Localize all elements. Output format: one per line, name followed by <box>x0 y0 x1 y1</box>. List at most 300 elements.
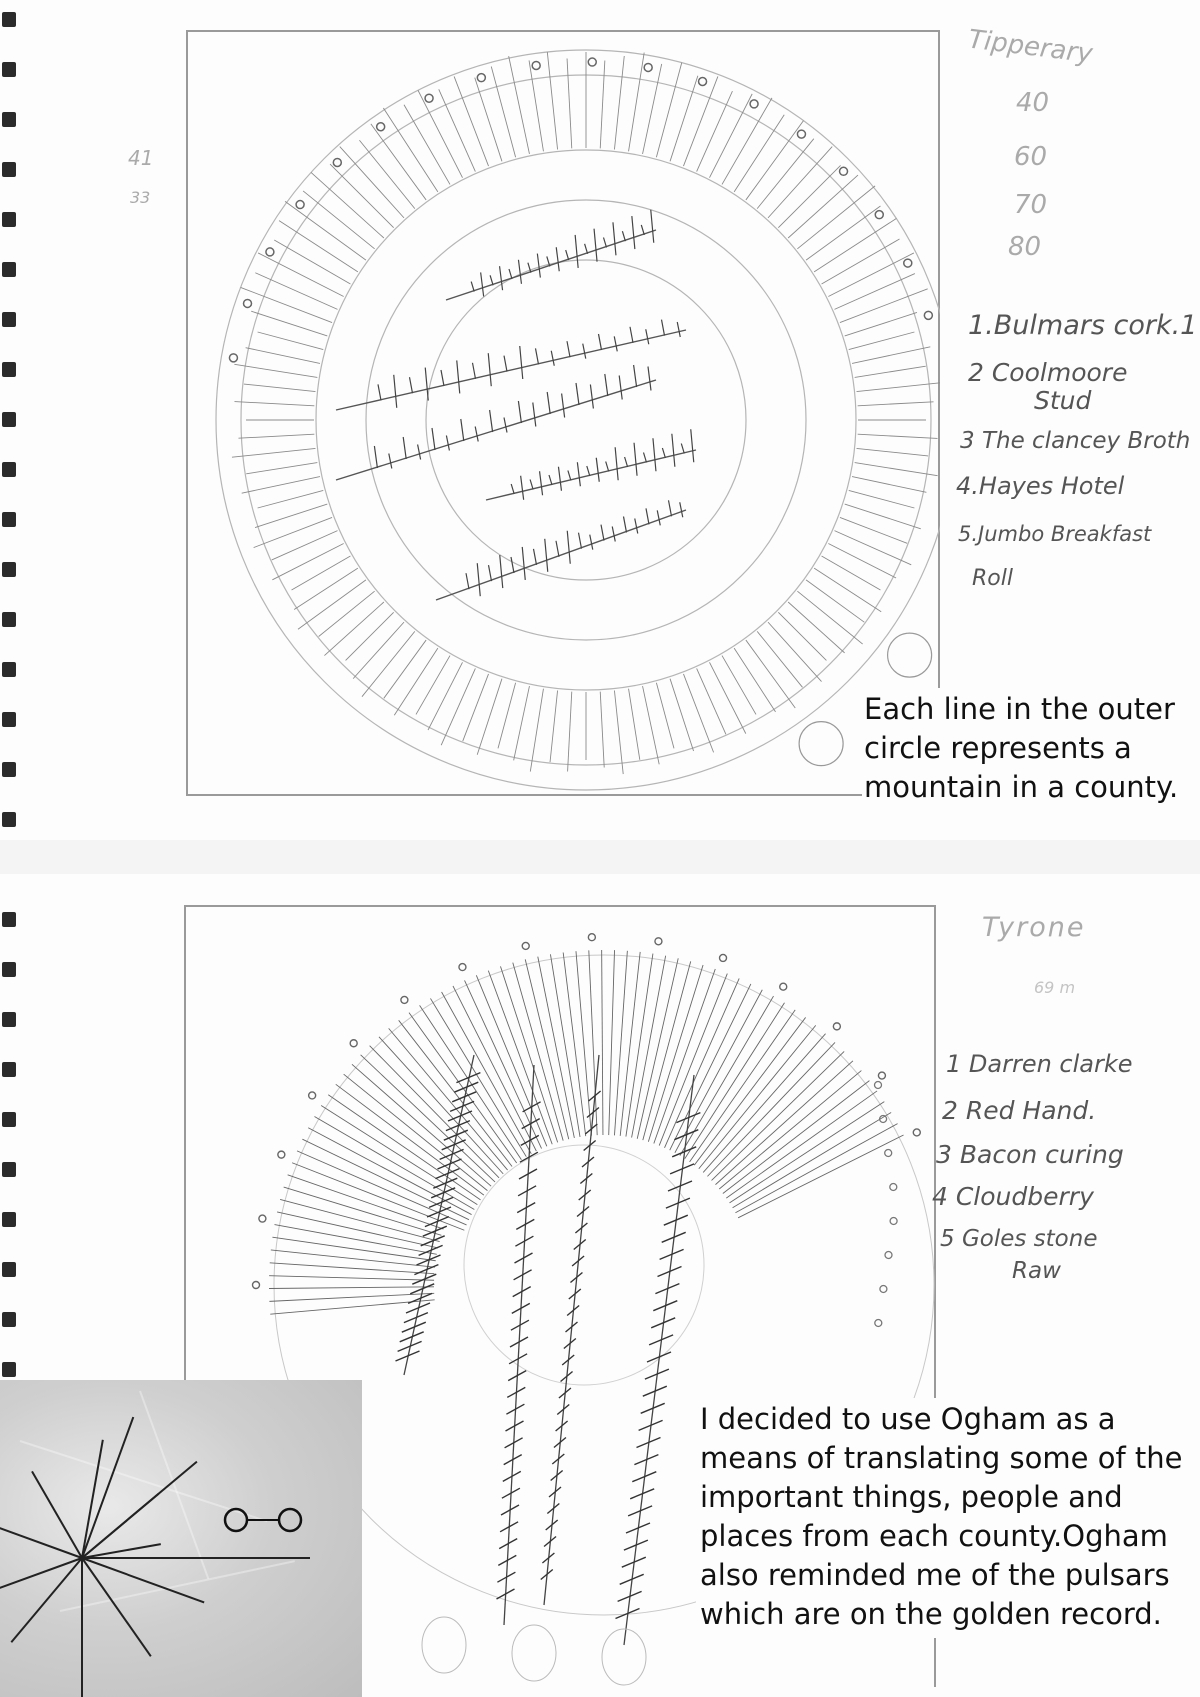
arc-stroke <box>269 1293 434 1301</box>
ogham-notch <box>374 446 377 468</box>
ogham-notch <box>547 392 550 414</box>
ogham-notch <box>651 210 654 243</box>
ogham-notch <box>521 476 524 500</box>
ogham-notch <box>520 346 523 379</box>
arc-dot <box>720 954 727 961</box>
mountain-stroke <box>852 477 926 493</box>
binding-hole <box>2 62 16 77</box>
binding-hole <box>2 1362 16 1377</box>
mountain-stroke <box>757 631 802 687</box>
ogham-notch <box>540 471 543 495</box>
ogham-notch <box>583 344 586 359</box>
mountain-stroke <box>241 287 332 322</box>
mountain-stroke <box>418 90 462 177</box>
bottom-caption <box>696 1398 1188 1638</box>
ogham-notch <box>410 377 413 393</box>
binding-hole <box>2 562 16 577</box>
peak-dot <box>377 123 385 131</box>
mountain-stroke <box>346 612 394 660</box>
mountain-stroke <box>255 273 337 310</box>
mountain-stroke <box>294 568 358 609</box>
ogham-notch <box>590 535 593 550</box>
ogham-notch <box>446 436 449 451</box>
binding-hole <box>2 1062 16 1077</box>
mountain-stroke <box>547 52 557 149</box>
arc-stroke <box>602 950 603 1135</box>
ogham-notch <box>522 547 525 580</box>
mountain-stroke <box>643 64 662 154</box>
arc-stroke <box>614 951 627 1136</box>
peak-dot <box>904 259 912 267</box>
ogham-notch <box>575 235 578 268</box>
ogham-notch <box>568 471 571 481</box>
pulsar-line <box>82 1440 103 1558</box>
ogham-stem <box>336 330 686 410</box>
binding-hole <box>2 462 16 477</box>
mountain-stroke <box>258 490 324 508</box>
top-caption-line-2: circle represents a <box>864 731 1132 765</box>
binding-hole <box>2 762 16 777</box>
ogham-notch <box>635 518 638 533</box>
ogham-notch <box>587 466 590 476</box>
mountain-stroke <box>834 531 911 565</box>
mountain-stroke <box>232 448 316 457</box>
mountain-stroke <box>656 63 681 158</box>
county-name-tyrone: Tyrone <box>982 912 1086 943</box>
ogham-notch <box>576 383 579 405</box>
ogham-notch <box>500 555 503 588</box>
ogham-stem <box>486 450 696 500</box>
arc-stroke <box>733 1112 892 1207</box>
bottom-list-item-4: 4 Cloudberry <box>932 1182 1094 1211</box>
mountain-stroke <box>734 115 784 192</box>
mountain-stroke <box>814 568 881 612</box>
ogham-notch <box>551 351 554 366</box>
arc-stroke <box>609 950 615 1135</box>
peak-dot <box>296 201 304 209</box>
arc-stroke <box>538 957 575 1138</box>
arc-dot <box>253 1282 260 1289</box>
ogham-notch <box>606 462 609 472</box>
binding-hole <box>2 1312 16 1327</box>
mountain-stroke <box>416 656 450 715</box>
peak-dot <box>244 299 252 307</box>
arc-dot <box>401 996 408 1003</box>
arc-stroke <box>442 992 532 1154</box>
mountain-stroke <box>272 543 343 579</box>
mountain-stroke <box>439 89 476 171</box>
hydrogen-atom-right <box>279 1509 301 1531</box>
mountain-stroke <box>441 668 475 745</box>
ogham-notch <box>577 462 580 486</box>
center-ring <box>426 260 746 580</box>
pulsar-line <box>82 1544 161 1558</box>
mountain-stroke <box>855 463 938 476</box>
ogham-notch <box>471 282 474 292</box>
mountain-stroke <box>394 648 438 715</box>
margin-note-41: 41 <box>128 146 154 170</box>
peak-dot <box>266 248 274 256</box>
ogham-notch <box>691 429 694 462</box>
peak-dot <box>840 167 848 175</box>
mountain-stroke <box>788 602 844 653</box>
mountain-stroke <box>629 53 645 152</box>
arc-stroke <box>272 1237 435 1261</box>
ogham-notch <box>681 444 684 454</box>
bottom-list-item-2: 2 Red Hand. <box>942 1096 1097 1125</box>
mountain-stroke <box>852 347 930 364</box>
arc-dot <box>833 1023 840 1030</box>
mountain-stroke <box>359 140 414 208</box>
ogham-notch <box>473 363 476 379</box>
mountain-stroke <box>272 531 338 560</box>
binding-hole <box>2 612 16 627</box>
bottom-ogham-stem <box>544 1055 599 1605</box>
number-60: 60 <box>1014 142 1048 172</box>
bottom-list-item-3: 3 Bacon curing <box>936 1140 1124 1169</box>
arc-dot <box>522 942 529 949</box>
ogham-notch <box>596 458 599 482</box>
ogham-notch <box>489 565 492 581</box>
mountain-stroke <box>697 91 733 171</box>
mountain-stroke <box>768 622 822 681</box>
arc-stroke <box>284 1187 442 1235</box>
peak-dot <box>477 74 485 82</box>
mountain-stroke <box>858 434 938 438</box>
mountain-stroke <box>238 434 314 438</box>
mountain-stroke <box>822 556 881 590</box>
mountain-stroke <box>614 691 623 775</box>
peak-dot <box>333 158 341 166</box>
ogham-notch <box>599 334 602 350</box>
top-list-item-5: 5.Jumbo Breakfast <box>958 522 1152 546</box>
ogham-notch <box>619 376 622 400</box>
number-40: 40 <box>1016 88 1050 118</box>
binding-hole <box>2 1162 16 1177</box>
county-name-tipperary: Tipperary <box>966 24 1095 70</box>
ogham-notch <box>630 327 633 343</box>
arc-dot <box>278 1151 285 1158</box>
bottom-caption-line-5: also reminded me of the pulsars <box>700 1558 1170 1592</box>
arc-dot <box>780 983 787 990</box>
arc-stroke <box>321 1105 477 1204</box>
ogham-notch <box>614 336 617 351</box>
bottom-planet <box>602 1629 646 1685</box>
pulsar-line <box>0 1510 82 1558</box>
mountain-stroke <box>746 640 795 708</box>
mountain-stroke <box>550 691 558 763</box>
ogham-notch <box>518 260 521 284</box>
mountain-stroke <box>362 631 415 696</box>
bottom-caption-line-1: I decided to use Ogham as a <box>700 1402 1116 1436</box>
mountain-stroke <box>683 674 713 752</box>
mountain-stroke <box>404 105 450 185</box>
top-caption <box>862 688 1184 807</box>
ogham-notch <box>511 557 514 573</box>
mountain-stroke <box>806 580 864 622</box>
bottom-caption-line-4: places from each county.Ogham <box>700 1519 1168 1553</box>
binding-hole <box>2 1112 16 1127</box>
mountain-stroke <box>629 689 640 760</box>
peak-dot <box>924 311 932 319</box>
mountain-stroke <box>734 648 775 712</box>
binding-hole <box>2 212 16 227</box>
ogham-notch <box>558 467 561 491</box>
ogham-notch <box>648 367 651 391</box>
ogham-notch <box>634 443 637 476</box>
peak-dot <box>532 61 540 69</box>
bottom-planet <box>512 1625 556 1681</box>
mountain-stroke <box>498 683 516 749</box>
side-dot <box>890 1218 897 1225</box>
mountain-stroke <box>324 602 383 656</box>
ogham-notch <box>632 216 635 249</box>
ogham-notch <box>594 229 597 262</box>
ogham-notch <box>545 539 548 572</box>
arc-stroke <box>302 1139 469 1220</box>
arc-stroke <box>513 963 563 1141</box>
mountain-stroke <box>797 591 862 644</box>
top-list-item-2-cont: Stud <box>1034 386 1092 415</box>
mountain-stroke <box>274 240 350 284</box>
ogham-notch <box>567 341 570 357</box>
arc-dot <box>655 938 662 945</box>
mountain-stroke <box>567 58 572 148</box>
peak-dot <box>875 211 883 219</box>
mountain-stroke <box>840 289 928 323</box>
ogham-notch <box>477 563 480 596</box>
arc-dot <box>259 1215 266 1222</box>
ogham-notch <box>481 272 484 296</box>
top-caption-line-1: Each line in the outer <box>864 692 1175 726</box>
ogham-notch <box>646 508 649 524</box>
mountain-stroke <box>834 274 914 310</box>
binding-hole <box>2 262 16 277</box>
mountain-stroke <box>428 662 463 730</box>
ogham-notch <box>566 250 569 260</box>
margin-note-33: 33 <box>130 188 151 207</box>
mountain-stroke <box>514 686 530 760</box>
peak-dot <box>750 100 758 108</box>
mountain-stroke <box>279 221 358 272</box>
side-dot <box>880 1286 887 1293</box>
ogham-notch <box>662 320 665 336</box>
ogham-notch <box>677 322 680 337</box>
side-dot <box>885 1252 892 1259</box>
mountain-stroke <box>683 76 717 166</box>
ogham-notch <box>622 231 625 241</box>
binding-hole <box>2 1012 16 1027</box>
arc-stroke <box>275 1225 437 1255</box>
mountain-stroke <box>255 504 327 527</box>
arc-stroke <box>563 952 586 1136</box>
mountain-stroke <box>656 683 674 749</box>
pulsar-map-sketch <box>0 1380 362 1697</box>
ogham-notch <box>490 410 493 432</box>
ogham-notch <box>537 254 540 278</box>
bottom-caption-line-3: important things, people and <box>700 1480 1123 1514</box>
binding-hole <box>2 512 16 527</box>
ogham-notch <box>612 527 615 542</box>
top-ogham-circle-drawing <box>186 30 940 796</box>
mountain-stroke <box>849 332 915 350</box>
binding-hole <box>2 12 16 27</box>
arc-stroke <box>665 978 740 1147</box>
bottom-caption-line-2: means of translating some of the <box>700 1441 1183 1475</box>
mountain-stroke <box>828 253 914 297</box>
binding-hole <box>2 112 16 127</box>
ogham-notch <box>461 419 464 441</box>
mountain-stroke <box>828 543 896 578</box>
pulsar-map-photo <box>0 1380 362 1697</box>
bottom-list-item-5-cont: Raw <box>1012 1258 1061 1284</box>
mountain-stroke <box>858 402 934 406</box>
side-dot <box>875 1082 882 1089</box>
bottom-list-item-5: 5 Goles stone <box>940 1226 1098 1252</box>
top-list-item-2: 2 Coolmoore <box>968 358 1128 387</box>
number-80: 80 <box>1008 232 1042 262</box>
ogham-notch <box>378 384 381 400</box>
bottom-list-item-1: 1 Darren clarke <box>946 1050 1133 1078</box>
arc-dot <box>588 934 595 941</box>
ogham-notch <box>466 573 469 589</box>
mountain-stroke <box>822 239 900 284</box>
top-caption-line-3: mountain in a county. <box>864 770 1179 804</box>
top-list-item-3: 3 The clancey Broth <box>960 428 1191 454</box>
planet-circle <box>888 633 932 677</box>
arc-stroke <box>280 1199 440 1241</box>
ogham-notch <box>605 374 608 396</box>
binding-hole <box>2 412 16 427</box>
ogham-notch <box>625 457 628 467</box>
mountain-stroke <box>246 348 320 364</box>
mountain-stroke <box>234 364 317 377</box>
mountain-stroke <box>477 679 502 755</box>
bottom-caption-line-6: which are on the golden record. <box>700 1597 1162 1631</box>
mountain-stroke <box>857 448 929 456</box>
mountain-stroke <box>298 580 366 629</box>
number-70: 70 <box>1014 190 1048 220</box>
core-ring <box>366 200 806 640</box>
mountain-stroke <box>855 366 926 377</box>
top-list-item-1: 1.Bulmars cork.1 <box>968 310 1198 341</box>
ogham-notch <box>669 500 672 516</box>
peak-dot <box>425 94 433 102</box>
mountain-stroke <box>670 679 693 751</box>
ogham-notch <box>441 370 444 386</box>
arc-stroke <box>659 974 727 1146</box>
ogham-notch <box>518 401 521 423</box>
mountain-stroke <box>845 312 917 335</box>
binding-hole <box>2 662 16 677</box>
binding-hole <box>2 312 16 327</box>
arc-stroke <box>654 969 715 1143</box>
pulsar-line <box>82 1558 151 1656</box>
peak-dot <box>699 78 707 86</box>
arc-stroke <box>488 971 552 1145</box>
ogham-notch <box>394 375 397 408</box>
ogham-notch <box>488 353 491 386</box>
bottom-planet <box>422 1617 466 1673</box>
mountain-stroke <box>292 556 351 590</box>
mountain-stroke <box>722 656 756 715</box>
mountain-stroke <box>778 612 826 660</box>
mountain-stroke <box>384 640 426 698</box>
arc-stroke <box>735 1124 897 1213</box>
ogham-notch <box>457 360 460 393</box>
ogham-notch <box>653 438 656 471</box>
ogham-notch <box>579 533 582 549</box>
arc-dot <box>459 964 466 971</box>
ogham-notch <box>641 225 644 235</box>
bottom-ogham-stem <box>504 1065 534 1625</box>
page-divider <box>0 840 1200 874</box>
binding-hole <box>2 712 16 727</box>
ogham-notch <box>509 269 512 279</box>
mountain-stroke <box>491 66 515 157</box>
ogham-notch <box>601 525 604 541</box>
ogham-notch <box>556 541 559 557</box>
ogham-notch <box>662 448 665 458</box>
mountain-stroke <box>530 689 543 772</box>
outer-ring <box>216 50 940 790</box>
arc-stroke <box>576 951 591 1135</box>
mountain-stroke <box>254 517 332 547</box>
top-list-item-5-cont: Roll <box>972 566 1013 591</box>
arc-stroke <box>269 1287 434 1289</box>
mountain-stroke <box>600 60 605 148</box>
ogham-notch <box>530 480 533 490</box>
mountain-stroke <box>244 384 316 392</box>
mountain-stroke <box>849 490 915 508</box>
mountain-stroke <box>529 60 543 151</box>
binding-hole <box>2 962 16 977</box>
ogham-notch <box>567 531 570 564</box>
mountain-stroke <box>709 662 745 733</box>
arc-dot <box>913 1129 920 1136</box>
arc-stroke <box>430 998 526 1156</box>
peak-dot <box>229 354 237 362</box>
mountain-stroke <box>600 692 604 768</box>
arc-stroke <box>643 961 691 1140</box>
arc-stroke <box>288 1175 444 1229</box>
ogham-notch <box>475 427 478 442</box>
mountain-stroke <box>246 463 317 474</box>
ogham-notch <box>389 454 392 469</box>
arc-stroke <box>269 1276 434 1281</box>
mountain-stroke <box>509 56 530 154</box>
arc-stroke <box>738 1135 903 1218</box>
binding-hole <box>2 362 16 377</box>
ogham-notch <box>403 437 406 459</box>
ogham-notch <box>646 329 649 344</box>
mountain-stroke <box>242 477 320 494</box>
ogham-notch <box>511 484 514 494</box>
binding-hole <box>2 912 16 927</box>
mountain-stroke <box>454 76 488 166</box>
side-dot <box>875 1320 882 1327</box>
mountain-stroke <box>614 56 624 149</box>
side-dot <box>885 1150 892 1157</box>
peak-dot <box>588 58 596 66</box>
mountain-stroke <box>845 504 921 529</box>
arc-stroke <box>589 950 597 1135</box>
ogham-notch <box>604 238 607 248</box>
mountain-stroke <box>353 622 404 678</box>
pulsar-line <box>82 1558 204 1602</box>
ogham-notch <box>549 475 552 485</box>
binding-hole <box>2 162 16 177</box>
